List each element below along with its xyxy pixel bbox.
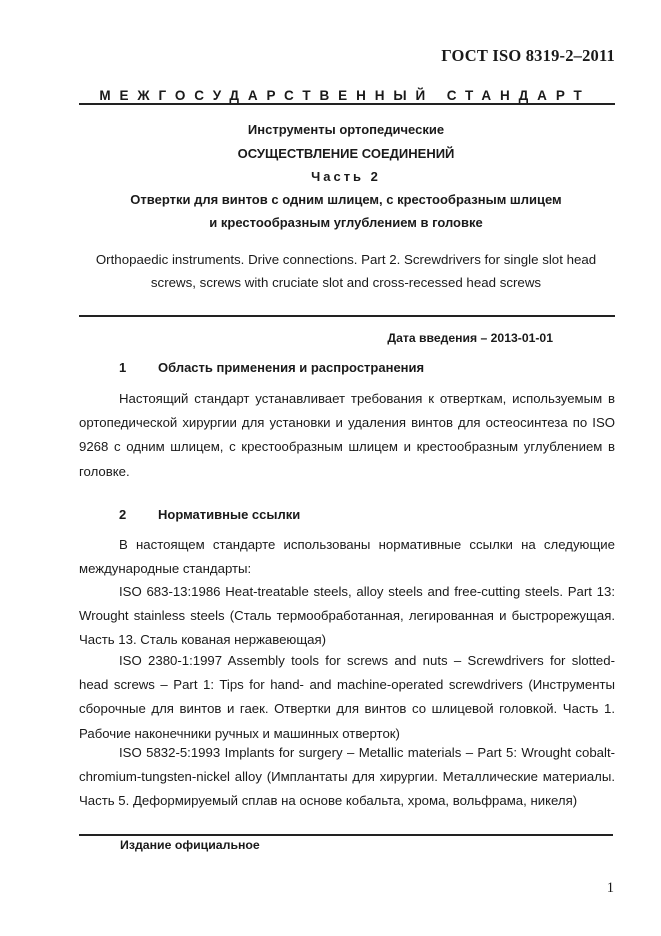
- english-title-line-1: Orthopaedic instruments. Drive connections. Part 2. Screwdrivers for single slot head: [95, 252, 597, 267]
- section-2-intro-paragraph: В настоящем стандарте использованы нормативные ссылки на следующие международные стандарты:: [79, 537, 615, 577]
- title-part: Часть 2: [311, 169, 381, 184]
- reference-iso-683-13: ISO 683-13:1986 Heat-treatable steels, alloy steels and free-cutting steels. Part 13: Wrought stainless steels (Сталь термообработанная, легированная и быстрорежущая. Часть 13. Сталь кованая нержавеющая): [79, 584, 615, 648]
- section-2-title: Нормативные ссылки: [158, 507, 301, 522]
- title-line-2: ОСУЩЕСТВЛЕНИЕ СОЕДИНЕНИЙ: [237, 146, 455, 161]
- title-line-1: Инструменты ортопедические: [247, 122, 445, 137]
- footer-divider: [79, 834, 613, 836]
- section-1-title: Область применения и распространения: [158, 360, 425, 375]
- subtitle-line-2: и крестообразным углублением в головке: [209, 215, 483, 230]
- reference-iso-5832-5: ISO 5832-5:1993 Implants for surgery – Metallic materials – Part 5: Wrought cobalt-chromium-tungsten-nickel alloy (Имплантаты для хирургии. Металлические материалы. Часть 5. Деформируемый сплав на основе кобальта, хрома, вольфрама, никеля): [79, 745, 615, 809]
- section-1-paragraph: Настоящий стандарт устанавливает требования к отверткам, используемым в ортопедической хирургии для установки и удаления винтов для остеосинтеза по ISO 9268 с одним шлицем, с крестообразным шлицем и крестообразным углублением в головке.: [79, 391, 615, 479]
- section-2-number: 2: [119, 507, 127, 522]
- section-1-number: 1: [119, 360, 127, 375]
- official-edition-label: Издание официальное: [120, 838, 260, 852]
- document-code: ГОСТ ISO 8319-2–2011: [441, 46, 615, 65]
- subtitle-line-1: Отвертки для винтов с одним шлицем, с крестообразным шлицем: [130, 192, 562, 207]
- standard-type-heading: МЕЖГОСУДАРСТВЕННЫЙ СТАНДАРТ: [99, 88, 591, 103]
- introduction-date: Дата введения – 2013-01-01: [387, 331, 553, 345]
- title-divider: [79, 315, 615, 317]
- header-divider: [79, 103, 615, 105]
- page-number: 1: [606, 880, 614, 896]
- reference-iso-2380-1: ISO 2380-1:1997 Assembly tools for screws and nuts – Screwdrivers for slotted-head screws – Part 1: Tips for hand- and machine-operated screwdrivers (Инструменты сборочные для винтов и гаек. Отвертки для винтов со шлицевой головкой. Часть 1. Рабочие наконечники ручных и машинных отверток): [79, 653, 615, 741]
- english-title-line-2: screws, screws with cruciate slot and cross-recessed head screws: [150, 275, 542, 290]
